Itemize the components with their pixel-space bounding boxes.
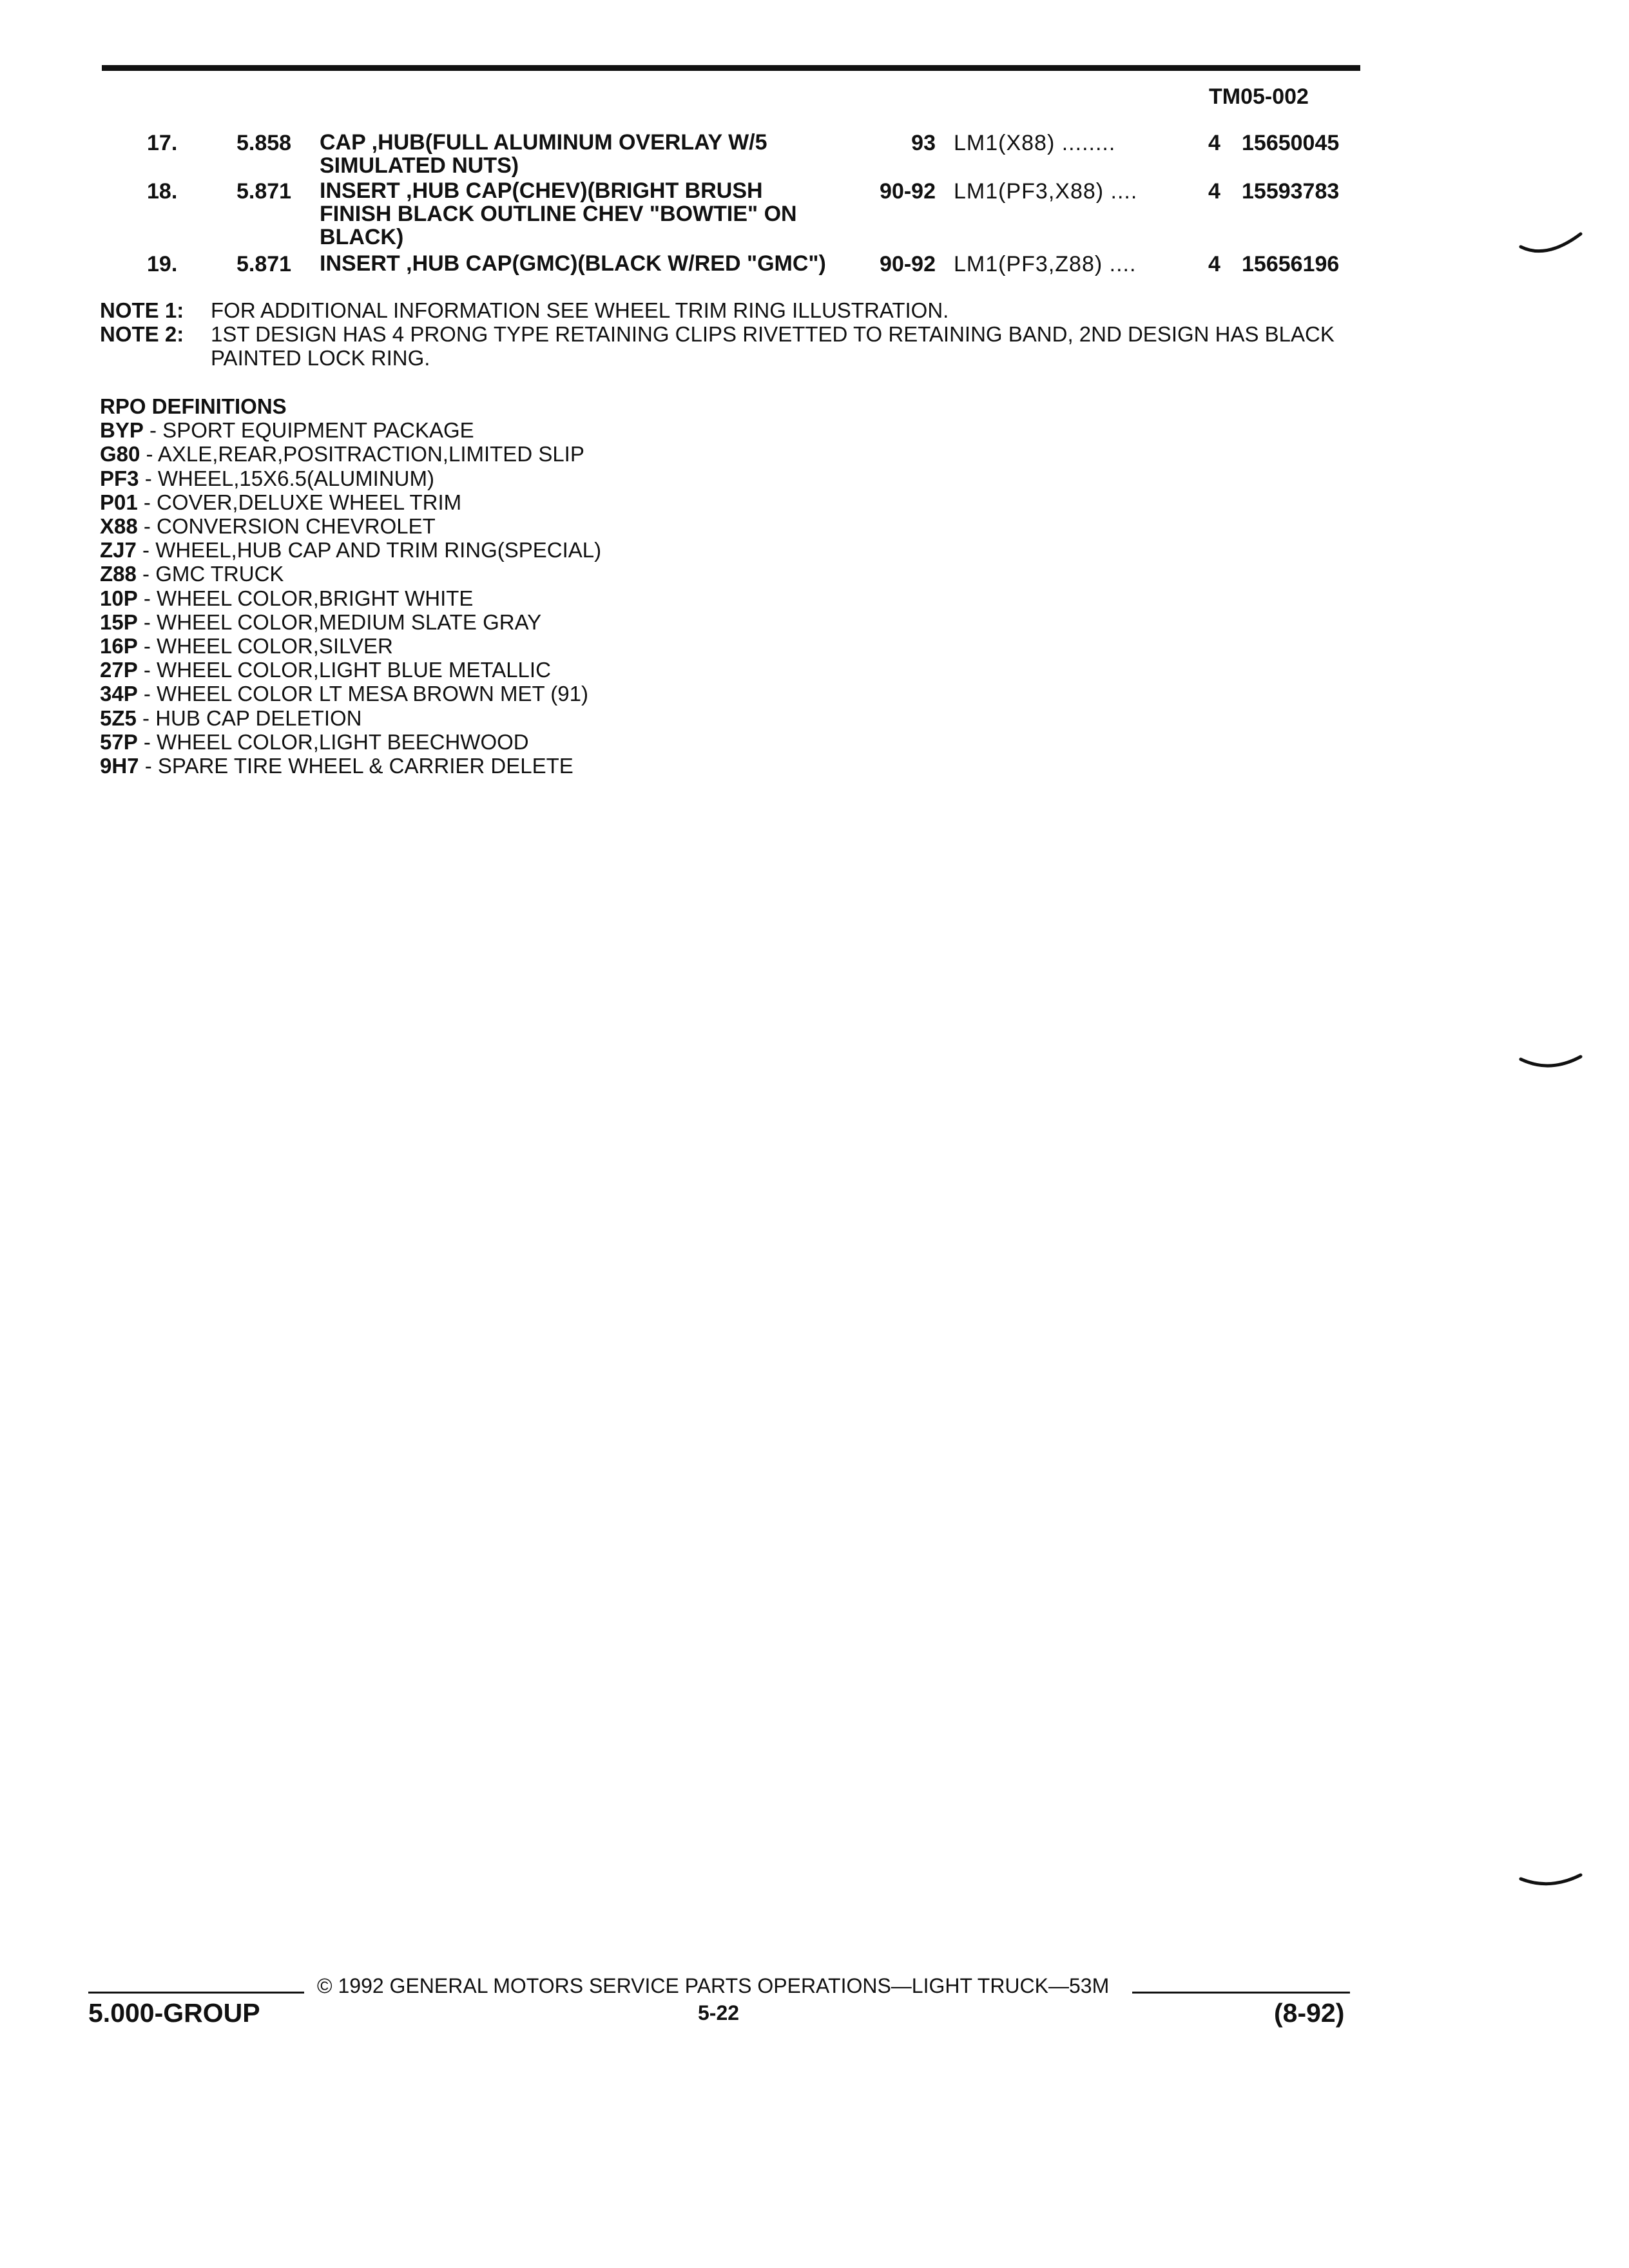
rpo-item [100, 754, 601, 778]
illustration-ref: 5.871 [236, 179, 292, 204]
rpo-desc: - WHEEL COLOR LT MESA BROWN MET (91) [137, 682, 588, 706]
part-number: 15656196 [1242, 252, 1340, 276]
rpo-code: G80 [100, 442, 140, 466]
rpo-item [100, 610, 601, 634]
item-number: 19. [147, 252, 178, 276]
rpo-code: PF3 [100, 466, 139, 490]
binder-hole-mark [1518, 222, 1588, 261]
rpo-desc: - GMC TRUCK [136, 562, 284, 586]
model-years: 90-92 [880, 252, 936, 276]
footer-group-label: 5.000-GROUP [88, 1998, 260, 2028]
item-number: 18. [147, 179, 178, 204]
quantity: 4 [1208, 179, 1220, 204]
rpo-code: 34P [100, 682, 138, 706]
rpo-title: RPO DEFINITIONS [100, 394, 287, 418]
description-line: BLACK) [320, 225, 404, 249]
note-text: FOR ADDITIONAL INFORMATION SEE WHEEL TRIM RING ILLUSTRATION. [211, 298, 949, 322]
rpo-desc: - CONVERSION CHEVROLET [137, 514, 436, 539]
rpo-code: 5Z5 [100, 706, 137, 730]
rpo-desc: - WHEEL COLOR,LIGHT BLUE METALLIC [137, 658, 551, 682]
rpo-desc: - AXLE,REAR,POSITRACTION,LIMITED SLIP [140, 442, 584, 466]
binder-hole-mark [1518, 1860, 1588, 1898]
rpo-code: 27P [100, 658, 138, 682]
rpo-desc: - WHEEL COLOR,SILVER [137, 634, 393, 658]
quantity: 4 [1208, 252, 1220, 276]
rpo-item [100, 586, 601, 610]
rpo-code: 10P [100, 586, 138, 610]
rpo-desc: - WHEEL COLOR,LIGHT BEECHWOOD [137, 729, 529, 754]
rpo-desc: - WHEEL COLOR,MEDIUM SLATE GRAY [137, 610, 542, 634]
usage-code: LM1(PF3,Z88) .... [954, 252, 1137, 276]
quantity: 4 [1208, 131, 1220, 155]
rpo-item [100, 730, 601, 754]
part-number: 15593783 [1242, 179, 1340, 204]
rpo-desc: - SPORT EQUIPMENT PACKAGE [143, 418, 474, 443]
binder-hole-mark [1518, 1043, 1588, 1081]
note-label: NOTE 1: [100, 298, 184, 322]
page-number: 5-22 [698, 2001, 740, 2024]
rpo-item [100, 538, 601, 562]
model-years: 90-92 [880, 179, 936, 204]
top-rule [102, 65, 1360, 71]
document-code: TM05-002 [1209, 84, 1309, 109]
rpo-code: 16P [100, 634, 138, 658]
description-line: FINISH BLACK OUTLINE CHEV "BOWTIE" ON [320, 202, 797, 226]
illustration-ref: 5.871 [236, 252, 292, 276]
rpo-desc: - HUB CAP DELETION [136, 706, 362, 730]
rpo-code: 15P [100, 610, 138, 634]
rpo-code: Z88 [100, 562, 137, 586]
model-years: 93 [911, 131, 936, 155]
rpo-item [100, 442, 601, 466]
rpo-code: P01 [100, 490, 138, 514]
description-line: INSERT ,HUB CAP(GMC)(BLACK W/RED "GMC") [320, 251, 826, 276]
part-number: 15650045 [1242, 131, 1340, 155]
rpo-code: ZJ7 [100, 538, 137, 562]
usage-code: LM1(PF3,X88) .... [954, 179, 1138, 204]
rpo-desc: - WHEEL COLOR,BRIGHT WHITE [137, 586, 474, 610]
footer-rule-right [1132, 1992, 1350, 1994]
rpo-code: X88 [100, 514, 138, 539]
part-description [320, 179, 797, 249]
description-line: SIMULATED NUTS) [320, 153, 519, 178]
part-description [320, 131, 767, 177]
illustration-ref: 5.858 [236, 131, 292, 155]
rpo-item [100, 418, 601, 442]
rpo-desc: - WHEEL,HUB CAP AND TRIM RING(SPECIAL) [136, 538, 602, 562]
rpo-item [100, 658, 601, 682]
rpo-item [100, 466, 601, 490]
revision-date: (8-92) [1274, 1998, 1345, 2028]
rpo-desc: - WHEEL,15X6.5(ALUMINUM) [139, 466, 434, 490]
rpo-item [100, 514, 601, 538]
rpo-desc: - SPARE TIRE WHEEL & CARRIER DELETE [139, 754, 574, 778]
rpo-item [100, 634, 601, 658]
note-label: NOTE 2: [100, 322, 184, 346]
rpo-item [100, 706, 601, 730]
note-text: 1ST DESIGN HAS 4 PRONG TYPE RETAINING CLIPS RIVETTED TO RETAINING BAND, 2ND DESIGN HAS BLACK PAINTED LOCK RING. [211, 322, 1335, 370]
rpo-item [100, 490, 601, 514]
usage-code: LM1(X88) ........ [954, 131, 1116, 155]
description-line: CAP ,HUB(FULL ALUMINUM OVERLAY W/5 [320, 130, 767, 155]
rpo-item [100, 682, 601, 706]
footer-copyright: © 1992 GENERAL MOTORS SERVICE PARTS OPERATIONS—LIGHT TRUCK—53M [317, 1974, 1110, 1997]
rpo-item [100, 562, 601, 586]
description-line: INSERT ,HUB CAP(CHEV)(BRIGHT BRUSH [320, 178, 763, 203]
footer-rule-left [88, 1992, 304, 1994]
rpo-desc: - COVER,DELUXE WHEEL TRIM [137, 490, 462, 514]
part-description [320, 252, 826, 275]
rpo-definitions [100, 394, 601, 778]
rpo-code: BYP [100, 418, 144, 443]
rpo-code: 57P [100, 729, 138, 754]
item-number: 17. [147, 131, 178, 155]
rpo-code: 9H7 [100, 754, 139, 778]
